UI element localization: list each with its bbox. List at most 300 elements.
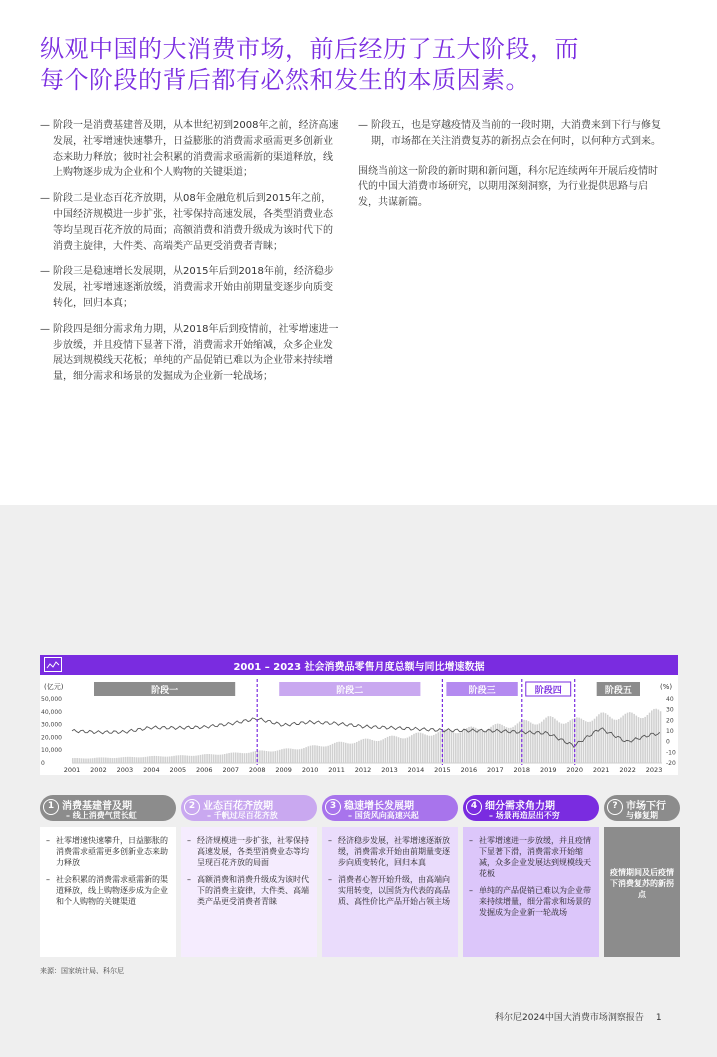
x-tick-label: 2014 (407, 766, 425, 774)
sales-bar (484, 731, 486, 763)
sales-bar (477, 729, 479, 763)
sales-bar (660, 711, 662, 763)
sales-bar (363, 739, 365, 763)
sales-bar (528, 721, 530, 763)
sales-bar (164, 757, 166, 763)
sales-bar (211, 754, 213, 763)
sales-bar (367, 739, 369, 763)
sales-bar (123, 757, 125, 763)
sales-bar (109, 758, 111, 763)
sales-bar (611, 718, 613, 763)
sales-bar (448, 731, 450, 763)
x-tick-label: 2005 (169, 766, 187, 774)
sales-bar (622, 716, 624, 763)
sales-bar (433, 735, 435, 763)
sales-bar (563, 724, 565, 763)
stage-point-text: 单纯的产品促销已难以为企业带来持续增量，细分需求和场景的发掘成为企业新一轮战场 (479, 886, 591, 917)
sales-bar (160, 756, 162, 763)
sales-bar (178, 755, 180, 763)
sales-bar (200, 755, 202, 763)
sales-bar (72, 758, 74, 763)
sales-bar (297, 749, 299, 763)
sales-bar (651, 710, 653, 763)
bullet-dash: — (40, 266, 50, 278)
bullet-dash: – (46, 836, 50, 845)
x-tick-label: 2003 (116, 766, 134, 774)
sales-bar (413, 734, 415, 763)
stage-4-bullet (40, 322, 340, 385)
sales-bar (175, 756, 177, 763)
sales-bar (365, 739, 367, 763)
sales-bar (272, 751, 274, 763)
sales-bar (609, 717, 611, 763)
sales-bar (517, 723, 519, 763)
sales-bar (503, 726, 505, 763)
x-tick-label: 2002 (90, 766, 107, 774)
bullet-dash: — (40, 193, 50, 205)
sales-bar (222, 754, 224, 763)
sales-bar (440, 731, 442, 763)
sales-bar (103, 757, 105, 763)
sales-bar (499, 724, 501, 763)
sales-bar (644, 717, 646, 763)
sales-bar (552, 717, 554, 763)
sales-bar (625, 714, 627, 763)
sales-bar (268, 751, 270, 763)
sales-bar (349, 744, 351, 763)
stage-3-bullet (40, 264, 340, 311)
sales-bar (404, 738, 406, 763)
sales-bar (541, 722, 543, 763)
x-tick-label: 2008 (248, 766, 266, 774)
x-tick-label: 2016 (460, 766, 478, 774)
stage-number-badge: 4 (466, 799, 482, 815)
y-left-tick-label: 30,000 (41, 721, 62, 729)
sales-bar (444, 729, 446, 763)
x-tick-label: 2009 (275, 766, 292, 774)
sales-bar (233, 752, 235, 763)
sales-bar (323, 747, 325, 763)
sales-bar (213, 754, 215, 763)
sales-bar (435, 734, 437, 763)
sales-bar (246, 753, 248, 763)
stage-subtitle: – 千帆过尽百花齐放 (207, 811, 278, 820)
sales-bar (369, 739, 371, 763)
sales-bar (585, 721, 587, 763)
sales-bar (486, 730, 488, 763)
sales-bar (519, 722, 521, 763)
sales-bar (87, 758, 89, 763)
sales-bar (334, 743, 336, 763)
report-name: 科尔尼2024中国大消费市场洞察报告 (495, 1013, 644, 1023)
sales-bar (589, 722, 591, 763)
stage-summary (40, 795, 680, 955)
x-tick-label: 2004 (143, 766, 160, 774)
sales-bar (290, 749, 292, 763)
sales-bar (85, 758, 87, 763)
sales-bar (151, 756, 153, 763)
y-right-axis-label: (%) (660, 683, 673, 691)
sales-bar (79, 758, 81, 763)
sales-bar (338, 742, 340, 763)
sales-bar (215, 755, 217, 763)
sales-bar (202, 754, 204, 763)
sales-bar (488, 728, 490, 763)
sales-bar (638, 717, 640, 763)
sales-bar (270, 752, 272, 763)
x-tick-label: 2012 (354, 766, 372, 774)
sales-bar (614, 720, 616, 763)
bullet-dash: – (328, 875, 332, 884)
bullet-dash: — (358, 120, 368, 131)
sales-bar (426, 735, 428, 763)
sales-bar (627, 713, 629, 763)
sales-bar (286, 748, 288, 763)
y-right-tick-label: 10 (666, 728, 674, 735)
sales-bar (83, 758, 85, 763)
sales-bar (537, 724, 539, 763)
sales-bar (345, 743, 347, 763)
sales-bar (457, 733, 459, 763)
sales-bar (356, 742, 358, 763)
sales-bar (398, 737, 400, 763)
bullet-dash: – (328, 836, 332, 845)
sales-bar (118, 758, 120, 763)
sales-bar (343, 742, 345, 763)
sales-bar (451, 732, 453, 763)
y-left-axis-label: (亿元) (44, 683, 64, 691)
sales-bar (554, 719, 556, 763)
stage-point-text: 经济稳步发展，社零增速逐渐放缓，消费需求开始由前期量变逐步向质变转化，回归本真 (338, 836, 450, 867)
sales-bar (402, 738, 404, 763)
stage-card-2 (181, 795, 317, 957)
sales-bar (277, 751, 279, 763)
sales-bar (305, 747, 307, 763)
sales-bar (195, 756, 197, 763)
stage-point (187, 874, 311, 907)
bullet-dash: — (40, 323, 50, 335)
sales-bar (534, 725, 536, 763)
sales-bar (481, 731, 483, 763)
sales-bar (244, 753, 246, 763)
sales-bar (545, 718, 547, 763)
y-left-tick-label: 40,000 (41, 708, 62, 716)
stage-body (463, 827, 599, 957)
sales-bar (422, 733, 424, 763)
sales-bar (253, 752, 255, 763)
sales-bar (561, 723, 563, 763)
sales-bar (382, 739, 384, 763)
sales-bar (228, 753, 230, 763)
sales-bar (107, 758, 109, 763)
sales-bar (556, 721, 558, 763)
sales-bar (415, 733, 417, 763)
stage-5-bullet (358, 118, 663, 150)
stage-point (46, 874, 170, 907)
sales-bar (378, 741, 380, 763)
x-tick-label: 2006 (196, 766, 213, 774)
sales-bar (508, 728, 510, 763)
source-note: 来源：国家统计局、科尔尼 (40, 967, 124, 975)
sales-bar (308, 746, 310, 763)
sales-bar (98, 757, 100, 763)
sales-bar (336, 742, 338, 763)
right-column (358, 118, 663, 211)
y-right-tick-label: 30 (666, 706, 674, 714)
sales-bar (120, 757, 122, 763)
sales-bar (153, 756, 155, 763)
y-left-tick-label: 10,000 (41, 747, 62, 755)
stage-point (469, 835, 593, 879)
sales-bar (180, 755, 182, 763)
page-number: 1 (655, 1013, 662, 1023)
sales-bar (264, 751, 266, 763)
sales-bar (360, 740, 362, 763)
sales-bar (420, 733, 422, 763)
sales-bar (453, 733, 455, 763)
sales-bar (530, 723, 532, 763)
stage-body (604, 827, 680, 957)
x-tick-label: 2018 (513, 766, 531, 774)
sales-bar (523, 720, 525, 763)
sales-bar (142, 757, 144, 763)
sales-bar (299, 749, 301, 763)
y-right-tick-label: 40 (666, 696, 674, 703)
sales-bar (94, 758, 96, 763)
sales-bar (387, 737, 389, 763)
sales-bar (532, 724, 534, 763)
sales-bar (105, 758, 107, 763)
title-line-1: 纵观中国的大消费市场，前后经历了五大阶段，而 (40, 35, 579, 63)
sales-bar (283, 749, 285, 763)
x-tick-label: 2001 (63, 766, 81, 774)
chart-title: 2001 – 2023 社会消费品零售月度总额与同比增速数据 (233, 662, 485, 673)
sales-bar (259, 750, 261, 763)
bullet-text: 阶段三是稳速增长发展期，从2015年后到2018年前，经济稳步发展，社零增速逐渐放缓，消费需求开始由前期量变逐步向质变转化，回归本真； (53, 266, 334, 309)
stage-point (187, 835, 311, 868)
sales-bar (191, 756, 193, 763)
x-tick-label: 2010 (301, 766, 319, 774)
bullet-dash: — (40, 120, 50, 131)
sales-bar (138, 757, 140, 763)
stage-card-1 (40, 795, 176, 957)
stage-subtitle: – 场景再造层出不穷 (489, 811, 560, 820)
sales-bar (389, 736, 391, 763)
sales-bar (642, 718, 644, 763)
sales-bar (112, 758, 114, 763)
sales-bar (358, 741, 360, 763)
sales-bar (237, 753, 239, 763)
stage-point-text: 疫情期间及后疫情下消费复苏的新拐点 (610, 868, 674, 899)
sales-bar (596, 716, 598, 763)
bullet-dash: – (187, 836, 191, 845)
sales-bar (231, 753, 233, 763)
stage-header (604, 795, 680, 821)
sales-bar (248, 753, 250, 763)
sales-bar (279, 750, 281, 763)
bullet-dash: – (469, 836, 473, 845)
sales-bar (235, 752, 237, 763)
sales-bar (455, 733, 457, 763)
sales-bar (193, 756, 195, 763)
sales-bar (116, 758, 118, 763)
sales-bar (186, 756, 188, 763)
sales-bar (204, 754, 206, 763)
sales-bar (288, 748, 290, 763)
sales-bar (76, 758, 78, 763)
sales-bar (158, 756, 160, 763)
sales-bar (640, 718, 642, 763)
sales-bar (459, 732, 461, 763)
sales-bar (374, 741, 376, 763)
sales-bar (559, 722, 561, 763)
sales-bar (462, 731, 464, 763)
sales-bar (303, 748, 305, 763)
sales-bar (220, 755, 222, 763)
sales-bar (173, 756, 175, 763)
sales-bar (156, 756, 158, 763)
sales-bar (171, 756, 173, 763)
stage-title: 市场下行 (626, 801, 666, 812)
sales-bar (607, 715, 609, 763)
x-tick-label: 2017 (487, 766, 504, 774)
sales-bar (570, 720, 572, 763)
x-tick-label: 2022 (619, 766, 636, 774)
sales-bar (266, 751, 268, 763)
stage-point-text: 社会积累的消费需求亟需新的渠道释放，线上购物逐步成为企业和个人购物的关键渠道 (56, 875, 168, 906)
bullet-text: 阶段二是业态百花齐放期，从08年金融危机后到2015年之前，中国经济规模进一步扩张，社零保持高速发展，各类型消费业态等均呈现百花齐放的局面；高额消费和消费升级成为该时代下的消费主旋律，大件类、高端类产品更受消费者青睐； (53, 193, 333, 252)
sales-bar (184, 755, 186, 763)
x-tick-label: 2020 (566, 766, 583, 774)
stage-header (322, 795, 458, 821)
stage-point (469, 885, 593, 918)
sales-bar (255, 751, 257, 763)
sales-bar (572, 719, 574, 763)
bullet-dash: – (46, 875, 50, 884)
sales-bar (127, 757, 129, 763)
page-title (40, 34, 690, 96)
sales-bar (131, 757, 133, 763)
sales-bar (581, 719, 583, 763)
sales-bar (653, 709, 655, 763)
stage-point-text: 经济规模进一步扩张，社零保持高速发展，各类型消费业态等均呈现百花齐放的局面 (197, 836, 309, 867)
sales-bar (136, 757, 138, 763)
stage-number-badge: 2 (184, 799, 200, 815)
sales-bar (74, 758, 76, 763)
sales-bar (512, 727, 514, 763)
stage-2-bullet (40, 191, 340, 254)
stage-body (181, 827, 317, 957)
sales-bar (526, 720, 528, 763)
sales-bar (162, 757, 164, 763)
sales-bar (618, 719, 620, 763)
sales-bar (208, 754, 210, 763)
stage-header (181, 795, 317, 821)
sales-bar (475, 728, 477, 763)
bullet-text: 阶段四是细分需求角力期，从2018年后到疫情前，社零增速进一步放缓，并且疫情下显著下滑，消费需求开始缩减，众多企业发展达到规模线天花板；单纯的产品促销已难以为企业带来持续增量，细分需求和场景的发掘成为企业新一轮战场； (53, 323, 339, 383)
sales-bar (380, 740, 382, 763)
bullet-dash: – (187, 875, 191, 884)
sales-bar (506, 727, 508, 763)
sales-bar (325, 746, 327, 763)
sales-bar (376, 741, 378, 763)
sales-bar (479, 730, 481, 763)
sales-bar (473, 727, 475, 763)
stage-band-label: 阶段一 (151, 686, 179, 696)
sales-bar (385, 738, 387, 763)
sales-bar (182, 755, 184, 763)
y-right-tick-label: 20 (666, 717, 674, 725)
y-left-tick-label: 50,000 (41, 696, 62, 703)
bullet-text: 阶段一是消费基建普及期，从本世纪初到2008年之前，经济高速发展，社零增速快速攀升，日益膨胀的消费需求亟需更多创新业态来助力释放；彼时社会积累的消费需求亟需新的渠道释放，线上购物逐步成为企业和个人购物的关键渠道； (53, 120, 339, 179)
stage-point (328, 874, 452, 907)
sales-bar (647, 715, 649, 763)
sales-bar (411, 735, 413, 763)
sales-bar (437, 732, 439, 763)
sales-bar (539, 723, 541, 763)
chart-header (40, 655, 678, 675)
sales-bar (167, 757, 169, 763)
sales-bar (658, 710, 660, 763)
stage-title: 业态百花齐放期 (203, 801, 273, 812)
stage-point-text: 社零增速快速攀升，日益膨胀的消费需求亟需更多创新业态来助力释放 (56, 836, 168, 867)
sales-bar (327, 746, 329, 763)
page-footer (495, 1010, 662, 1023)
sales-bar (239, 753, 241, 763)
y-right-tick-label: 0 (666, 738, 670, 746)
stage-subtitle: 与修复期 (626, 811, 658, 820)
stage-title: 细分需求角力期 (485, 801, 555, 812)
sales-bar (603, 712, 605, 763)
sales-bar (598, 714, 600, 763)
sales-bar (391, 736, 393, 763)
sales-bar (224, 754, 226, 763)
sales-bar (466, 728, 468, 763)
sales-bar (576, 717, 578, 763)
sales-bar (418, 732, 420, 763)
x-tick-label: 2015 (434, 766, 451, 774)
stage-point-text: 高额消费和消费升级成为该时代下的消费主旋律，大件类、高端类产品更受消费者青睐 (197, 875, 309, 906)
sales-bar (649, 713, 651, 763)
sales-bar (189, 756, 191, 763)
stage-number-badge: 3 (325, 799, 341, 815)
sales-bar (310, 746, 312, 763)
title-line-2: 每个阶段的背后都有必然和发生的本质因素。 (40, 66, 530, 94)
sales-bar (217, 755, 219, 763)
bullet-text: 阶段五，也是穿越疫情及当前的一段时期，大消费来到下行与修复期，市场都在关注消费复苏的新拐点会在何时，以何种方式到来。 (371, 120, 661, 147)
sales-bar (90, 758, 92, 763)
sales-bar (92, 758, 94, 763)
stage-subtitle: – 国货风向高速兴起 (348, 811, 419, 820)
sales-bar (446, 730, 448, 763)
sales-bar (501, 725, 503, 763)
sales-bar (114, 758, 116, 763)
sales-bar (250, 752, 252, 763)
sales-bar (341, 742, 343, 763)
sales-bar (396, 736, 398, 763)
stage-body (322, 827, 458, 957)
sales-bar (429, 736, 431, 763)
sales-bar (592, 721, 594, 763)
sales-bar (354, 743, 356, 763)
sales-bar (600, 713, 602, 763)
sales-bar (294, 749, 296, 763)
sales-bar (400, 738, 402, 763)
sales-bar (470, 727, 472, 763)
left-column (40, 118, 340, 395)
stage-header (463, 795, 599, 821)
stage-number-badge: ? (607, 799, 623, 815)
